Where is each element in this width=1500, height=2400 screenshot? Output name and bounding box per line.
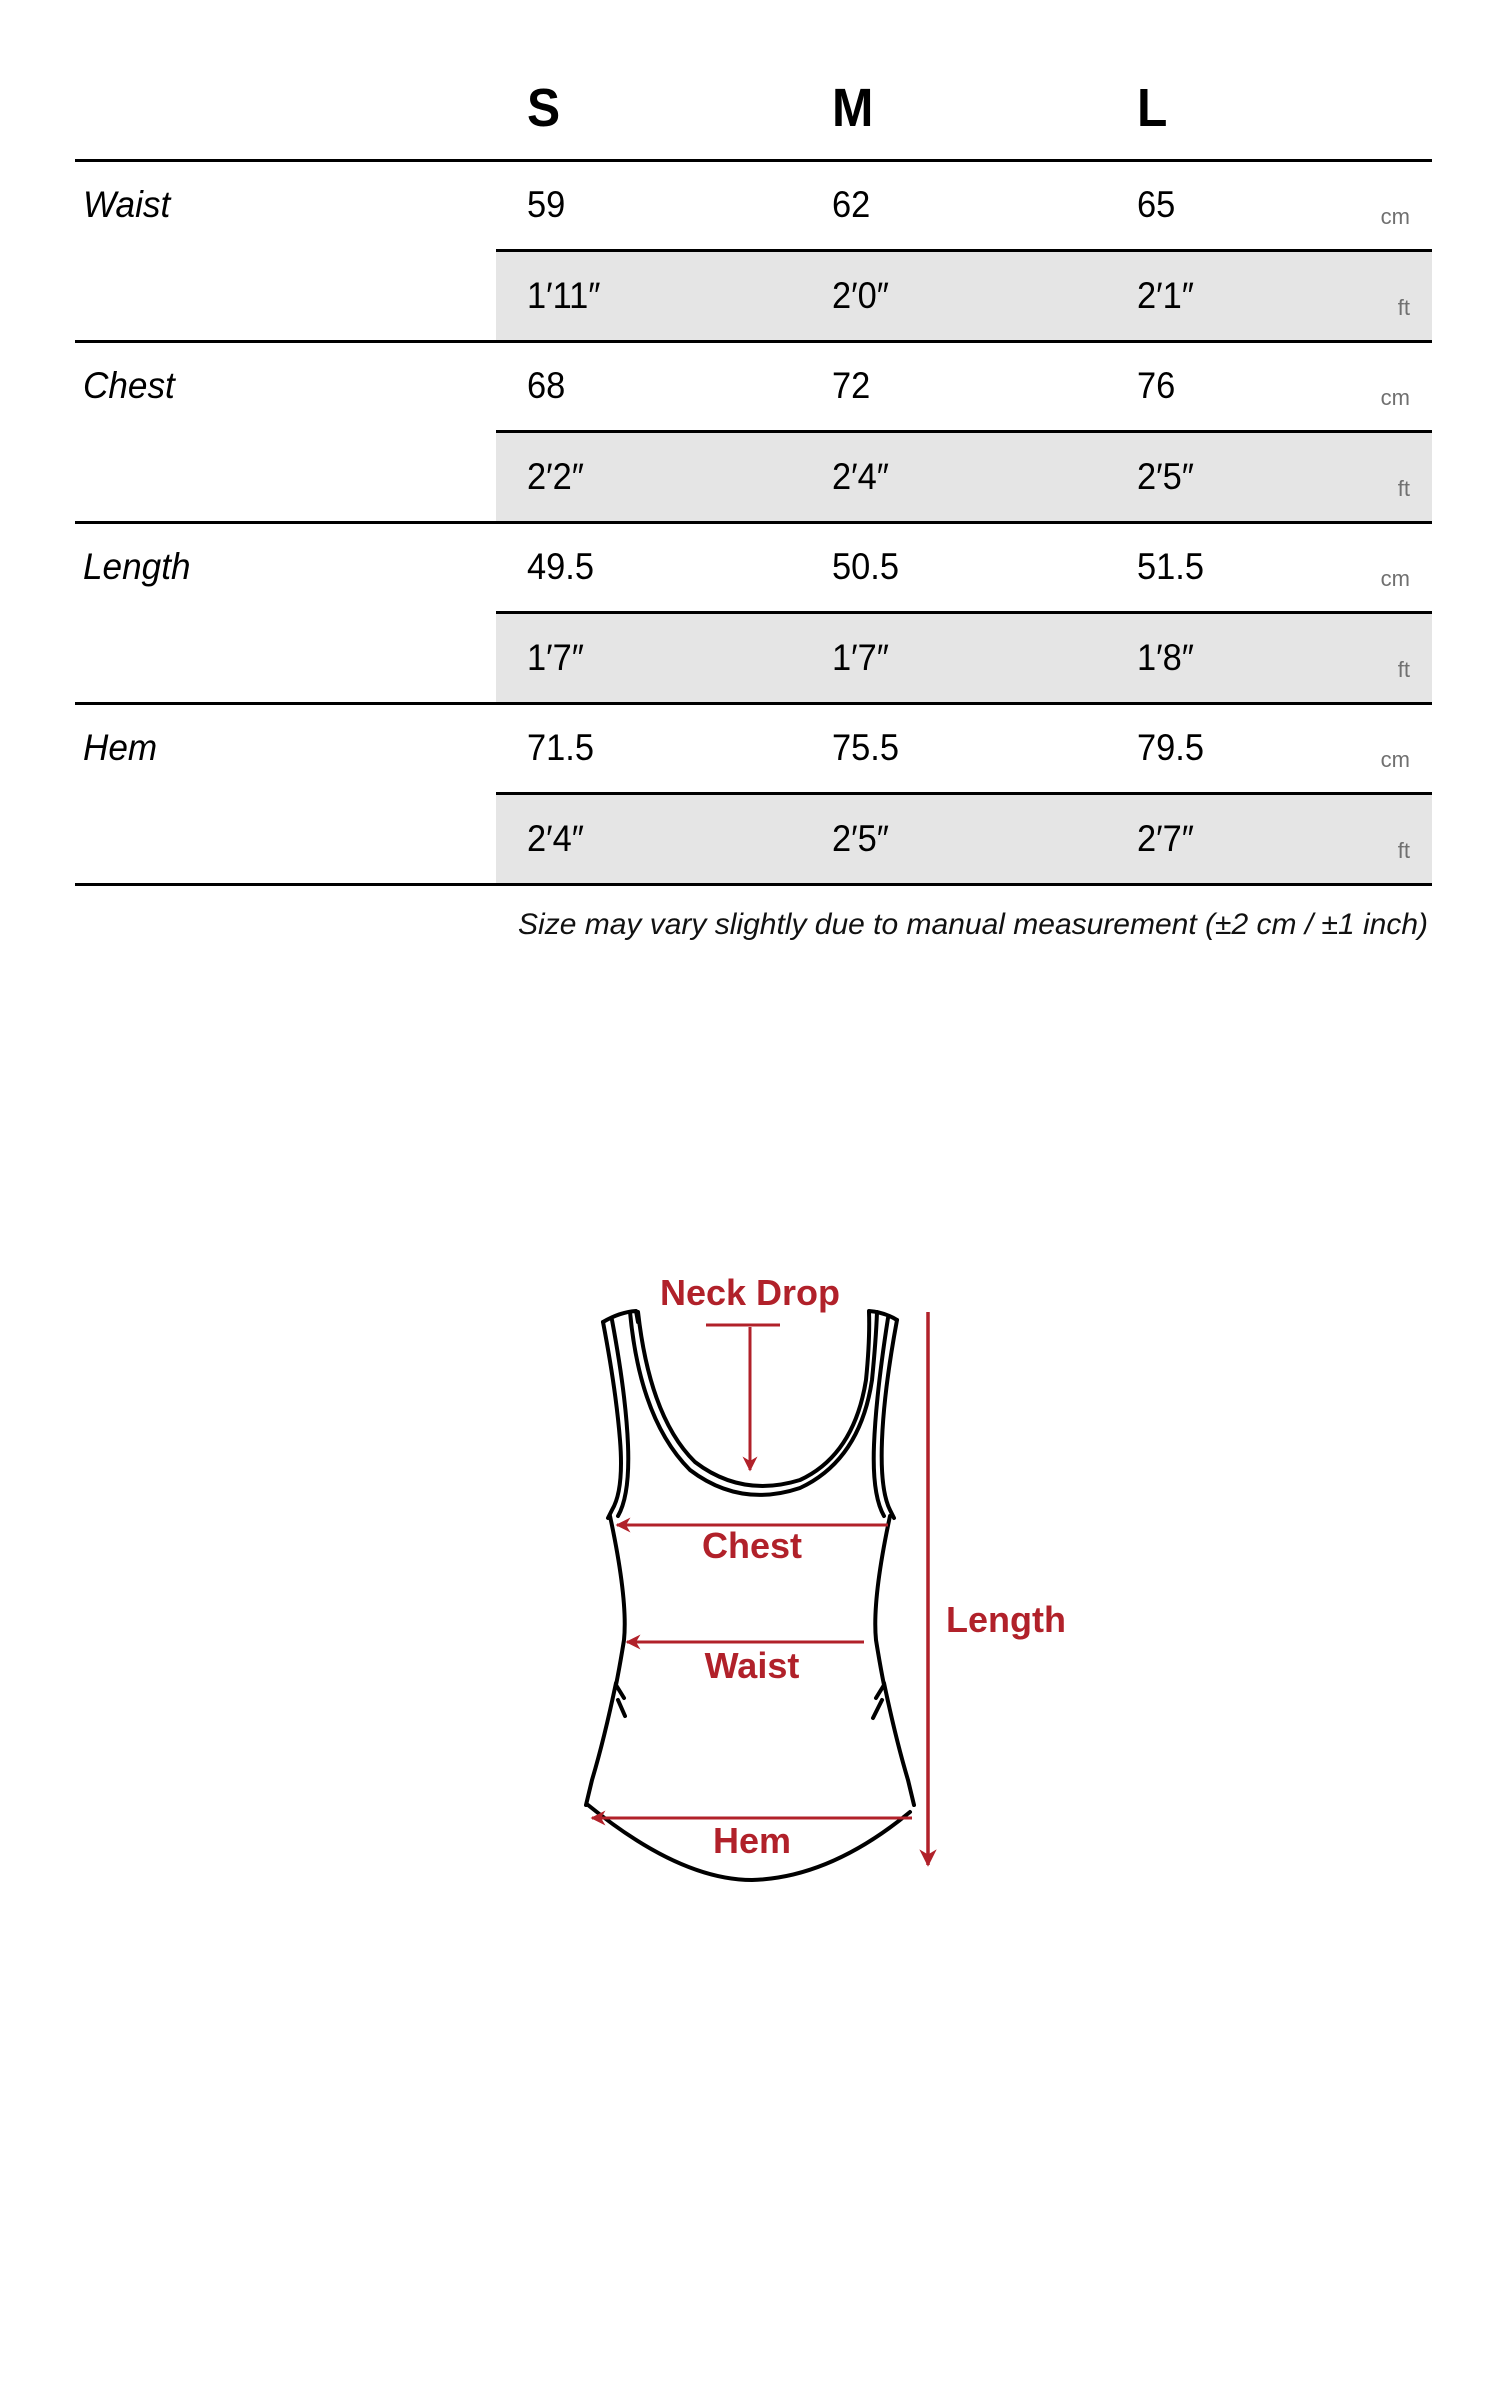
imperial-row-band bbox=[496, 252, 1432, 340]
cell-hem-l-cm: 79.5 bbox=[1137, 727, 1204, 768]
cell-length-s-cm: 49.5 bbox=[527, 546, 594, 587]
unit-ft: ft bbox=[1397, 838, 1410, 863]
unit-ft: ft bbox=[1397, 295, 1410, 320]
cell-waist-s-cm: 59 bbox=[527, 184, 566, 225]
unit-cm: cm bbox=[1380, 385, 1410, 410]
imperial-row-band bbox=[496, 795, 1432, 883]
unit-ft: ft bbox=[1397, 657, 1410, 682]
row-label-length: Length bbox=[83, 546, 191, 587]
cell-waist-l-cm: 65 bbox=[1137, 184, 1176, 225]
table-rule bbox=[75, 702, 1432, 705]
unit-cm: cm bbox=[1380, 204, 1410, 229]
cell-chest-m-cm: 72 bbox=[832, 365, 871, 406]
cell-chest-l-ft: 2′5″ bbox=[1137, 456, 1194, 497]
cell-length-l-ft: 1′8″ bbox=[1137, 637, 1194, 678]
neck-drop-label: Neck Drop bbox=[659, 1272, 841, 1313]
cell-chest-s-cm: 68 bbox=[527, 365, 566, 406]
unit-ft: ft bbox=[1397, 476, 1410, 501]
table-rule bbox=[75, 521, 1432, 524]
table-rule bbox=[75, 159, 1432, 162]
cell-length-s-ft: 1′7″ bbox=[527, 637, 584, 678]
row-label-waist: Waist bbox=[83, 184, 171, 225]
imperial-row-band bbox=[496, 433, 1432, 521]
imperial-row-band bbox=[496, 614, 1432, 702]
cell-hem-l-ft: 2′7″ bbox=[1137, 818, 1194, 859]
table-rule bbox=[496, 430, 1432, 433]
unit-cm: cm bbox=[1380, 747, 1410, 772]
cell-chest-l-cm: 76 bbox=[1137, 365, 1176, 406]
cell-length-m-cm: 50.5 bbox=[832, 546, 899, 587]
table-rule bbox=[75, 883, 1432, 886]
cell-length-l-cm: 51.5 bbox=[1137, 546, 1204, 587]
table-rule bbox=[496, 611, 1432, 614]
chest-label: Chest bbox=[701, 1525, 803, 1566]
cell-waist-s-ft: 1′11″ bbox=[527, 275, 601, 316]
table-rule bbox=[496, 792, 1432, 795]
row-label-chest: Chest bbox=[83, 365, 175, 406]
cell-waist-m-cm: 62 bbox=[832, 184, 871, 225]
cell-hem-m-ft: 2′5″ bbox=[832, 818, 889, 859]
cell-waist-m-ft: 2′0″ bbox=[832, 275, 889, 316]
tank-top-outline-icon bbox=[586, 1311, 914, 1880]
cell-hem-m-cm: 75.5 bbox=[832, 727, 899, 768]
unit-cm: cm bbox=[1380, 566, 1410, 591]
cell-chest-s-ft: 2′2″ bbox=[527, 456, 584, 497]
cell-length-m-ft: 1′7″ bbox=[832, 637, 889, 678]
cell-waist-l-ft: 2′1″ bbox=[1137, 275, 1194, 316]
neck-drop-measure bbox=[706, 1325, 780, 1470]
size-header-m: M bbox=[832, 78, 874, 138]
table-rule bbox=[75, 340, 1432, 343]
hem-label: Hem bbox=[712, 1820, 792, 1861]
cell-hem-s-ft: 2′4″ bbox=[527, 818, 584, 859]
cell-chest-m-ft: 2′4″ bbox=[832, 456, 889, 497]
measurement-note: Size may vary slightly due to manual measurement (±2 cm / ±1 inch) bbox=[518, 908, 1428, 941]
size-header-l: L bbox=[1137, 78, 1168, 138]
length-label: Length bbox=[946, 1599, 1066, 1640]
row-label-hem: Hem bbox=[83, 727, 158, 768]
cell-hem-s-cm: 71.5 bbox=[527, 727, 594, 768]
size-header-s: S bbox=[527, 78, 561, 138]
waist-label: Waist bbox=[704, 1645, 800, 1686]
table-rule bbox=[496, 249, 1432, 252]
